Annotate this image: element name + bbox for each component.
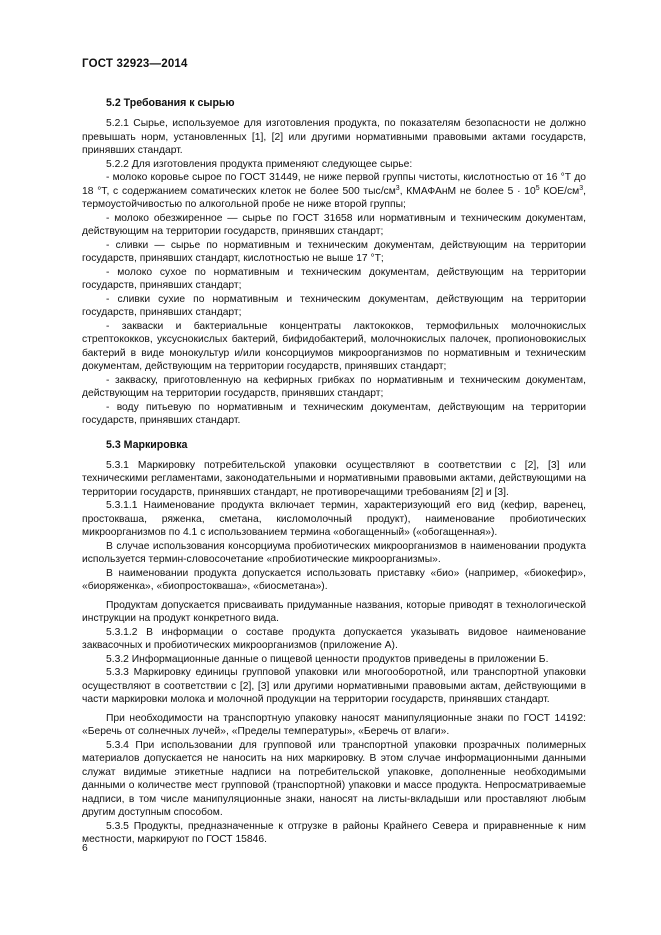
list-item-raw-milk	[82, 171, 586, 212]
raw-milk-text-d: , термоустойчивостью по алкогольной пробе не ниже второй группы;	[82, 185, 586, 210]
raw-milk-text-b: , КМАФАнМ не более 5 · 10	[399, 185, 536, 197]
superscript: 5	[535, 184, 540, 192]
list-item: - сливки — сырье по нормативным и техническим документам, действующим на территории государств, принявших стандарт, кислотностью не выше 17 °Т;	[82, 239, 586, 264]
superscript: 3	[579, 184, 584, 192]
page-body	[82, 97, 586, 847]
raw-milk-text-a: - молоко коровье сырое по ГОСТ 31449, не ниже первой группы чистоты, кислотностью от 16 °Т до 18 °Т, с содержанием соматических клеток не более 500 тыс/см	[82, 172, 586, 197]
superscript: 3	[395, 184, 400, 192]
paragraph-5-3-1-1: 5.3.1.1 Наименование продукта включает термин, характеризующий его вид (кефир, варенец, простокваша, ряженка, сметана, кисломолочный продукт), наименование пробиотических микроорганизмов по 4.1 с использованием термина «обогащенный» («обогащенная»).	[82, 500, 586, 538]
paragraph-5-3-1: 5.3.1 Маркировку потребительской упаковки осуществляют в соответствии с [2], [3] или техническими регламентами, законодательными и нормативными правовыми актами, действующими на территории государств, принявших стандарт, не противоречащими требованиям [2] и [3].	[82, 459, 586, 498]
raw-milk-text-c: КОЕ/см	[539, 185, 580, 197]
page-number: 6	[82, 843, 88, 854]
paragraph: Продуктам допускается присваивать придуманные названия, которые приводят в технологической инструкции на продукт конкретного вида.	[82, 599, 586, 624]
list-item: - молоко сухое по нормативным и техническим документам, действующим на территории государств, принявших стандарт;	[82, 266, 586, 291]
paragraph-5-3-1-2: 5.3.1.2 В информации о составе продукта допускается указывать видовое наименование заквасочных и пробиотических микроорганизмов (приложение А).	[82, 626, 586, 651]
paragraph: В случае использования консорциума пробиотических микроорганизмов в наименовании продукта используется термин-словосочетание «пробиотические микроорганизмы».	[82, 540, 586, 565]
list-item: - закваску, приготовленную на кефирных грибках по нормативным и техническим документам, действующим на территории государств, принявших стандарт;	[82, 374, 586, 399]
paragraph-5-3-5: 5.3.5 Продукты, предназначенные к отгрузке в районы Крайнего Севера и приравненные к ним местности, маркируют по ГОСТ 15846.	[82, 820, 586, 845]
paragraph: При необходимости на транспортную упаковку наносят манипуляционные знаки по ГОСТ 14192: «Беречь от солнечных лучей», «Пределы температуры», «Беречь от влаги».	[82, 712, 586, 737]
section-title-5-2: 5.2 Требования к сырью	[106, 97, 235, 109]
list-item: - молоко обезжиренное — сырье по ГОСТ 31658 или нормативным и техническим документам, действующим на территории государств, принявших стандарт;	[82, 212, 586, 237]
paragraph-5-3-2: 5.3.2 Информационные данные о пищевой ценности продуктов приведены в приложении Б.	[106, 653, 549, 665]
list-item: - закваски и бактериальные концентраты лактококков, термофильных молочнокислых стрептококков, уксуснокислых бактерий, бифидобактерий, молочнокислых палочек, пропионовокислых бактерий в виде монокультур и/или консорциумов микроорганизмов по нормативным и техническим документам, действующим на территории государств, принявших стандарт;	[82, 320, 586, 372]
paragraph-5-2-2: 5.2.2 Для изготовления продукта применяют следующее сырье:	[106, 158, 413, 170]
paragraph: В наименовании продукта допускается использовать приставку «био» (например, «биокефир», «биоряженка», «биопростокваша», «биосметана»).	[82, 567, 586, 592]
list-item: - сливки сухие по нормативным и техническим документам, действующим на территории государств, принявших стандарт;	[82, 293, 586, 318]
list-item: - воду питьевую по нормативным и техническим документам, действующим на территории государств, принявших стандарт.	[82, 401, 586, 426]
paragraph-5-3-4: 5.3.4 При использовании для групповой или транспортной упаковки прозрачных полимерных материалов допускается не наносить на них маркировку. В этом случае информационными данными служат видимые этикетные надписи на потребительской упаковке, дополненные необходимыми данными о количестве мест групповой (транспортной) упаковки и массе продукта. Непросматриваемые надписи, в том числе манипуляционные знаки, наносят на листы-вкладыши или проставляют любым другим доступным способом.	[82, 739, 586, 818]
paragraph-5-3-3: 5.3.3 Маркировку единицы групповой упаковки или многооборотной, или транспортной упаковки осуществляют в соответствии с [2], [3] или другими нормативными правовыми актам, действующими в части маркировки молока и молочной продукции на территории государств, принявших стандарт.	[82, 667, 586, 705]
section-title-5-3: 5.3 Маркировка	[106, 438, 188, 451]
paragraph-5-2-1: 5.2.1 Сырье, используемое для изготовления продукта, по показателям безопасности не должно превышать норм, установленных [1], [2] или другими нормативными правовыми актами государств, принявших стандарт.	[82, 118, 586, 156]
document-header: ГОСТ 32923—2014	[82, 58, 188, 70]
